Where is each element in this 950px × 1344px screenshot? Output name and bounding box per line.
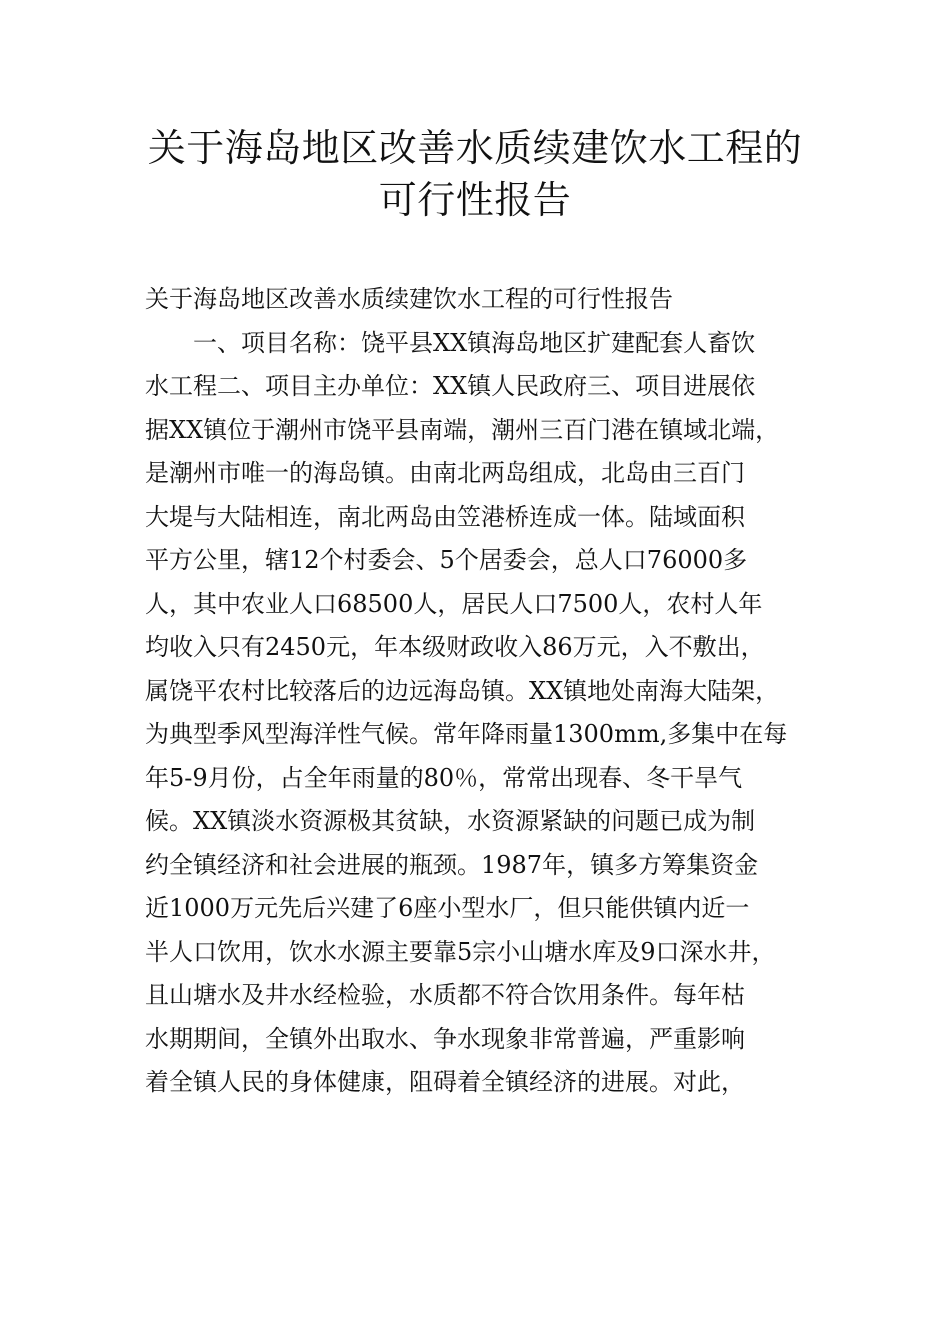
body-line: 平方公里，辖12个村委会、5个居委会，总人口76000多 <box>145 546 748 574</box>
body-line: 一、项目名称：饶平县XX镇海岛地区扩建配套人畜饮 <box>193 328 756 357</box>
body-line: 大堤与大陆相连，南北两岛由笠港桥连成一体。陆域面积 <box>145 502 745 531</box>
body-line: 均收入只有2450元，年本级财政收入86万元，入不敷出， <box>145 633 765 661</box>
body-line: 据XX镇位于潮州市饶平县南端，潮州三百门港在镇域北端， <box>145 415 780 444</box>
body-line: 约全镇经济和社会进展的瓶颈。1987年，镇多方筹集资金 <box>145 850 759 879</box>
body-line: 属饶平农村比较落后的边远海岛镇。XX镇地处南海大陆架， <box>145 676 780 705</box>
title-line-2: 可行性报告 <box>378 178 572 222</box>
document-subtitle: 关于海岛地区改善水质续建饮水工程的可行性报告 <box>145 285 673 313</box>
body-line: 且山塘水及井水经检验，水质都不符合饮用条件。每年枯 <box>145 981 745 1009</box>
body-line: 着全镇人民的身体健康，阻碍着全镇经济的进展。对此， <box>145 1068 745 1096</box>
body-line: 人，其中农业人口68500人，居民人口7500人，农村人年 <box>145 589 763 618</box>
body-line: 水期期间，全镇外出取水、争水现象非常普遍，严重影响 <box>145 1024 745 1053</box>
document-body <box>145 278 825 1105</box>
body-line: 半人口饮用，饮水水源主要靠5宗小山塘水库及9口深水井， <box>145 937 776 966</box>
title-line-1: 关于海岛地区改善水质续建饮水工程的 <box>147 126 803 170</box>
body-line: 年5-9月份，占全年雨量的80％，常常出现春、冬干旱气 <box>145 763 743 792</box>
body-line: 近1000万元先后兴建了6座小型水厂，但只能供镇内近一 <box>145 894 750 922</box>
document-title <box>0 122 950 226</box>
body-line: 水工程二、项目主办单位：XX镇人民政府三、项目进展依 <box>145 372 756 400</box>
body-line: 候。XX镇淡水资源极其贫缺，水资源紧缺的问题已成为制 <box>145 807 756 835</box>
body-line: 是潮州市唯一的海岛镇。由南北两岛组成，北岛由三百门 <box>145 459 745 487</box>
body-line: 为典型季风型海洋性气候。常年降雨量1300mm,多集中在每 <box>145 720 788 748</box>
